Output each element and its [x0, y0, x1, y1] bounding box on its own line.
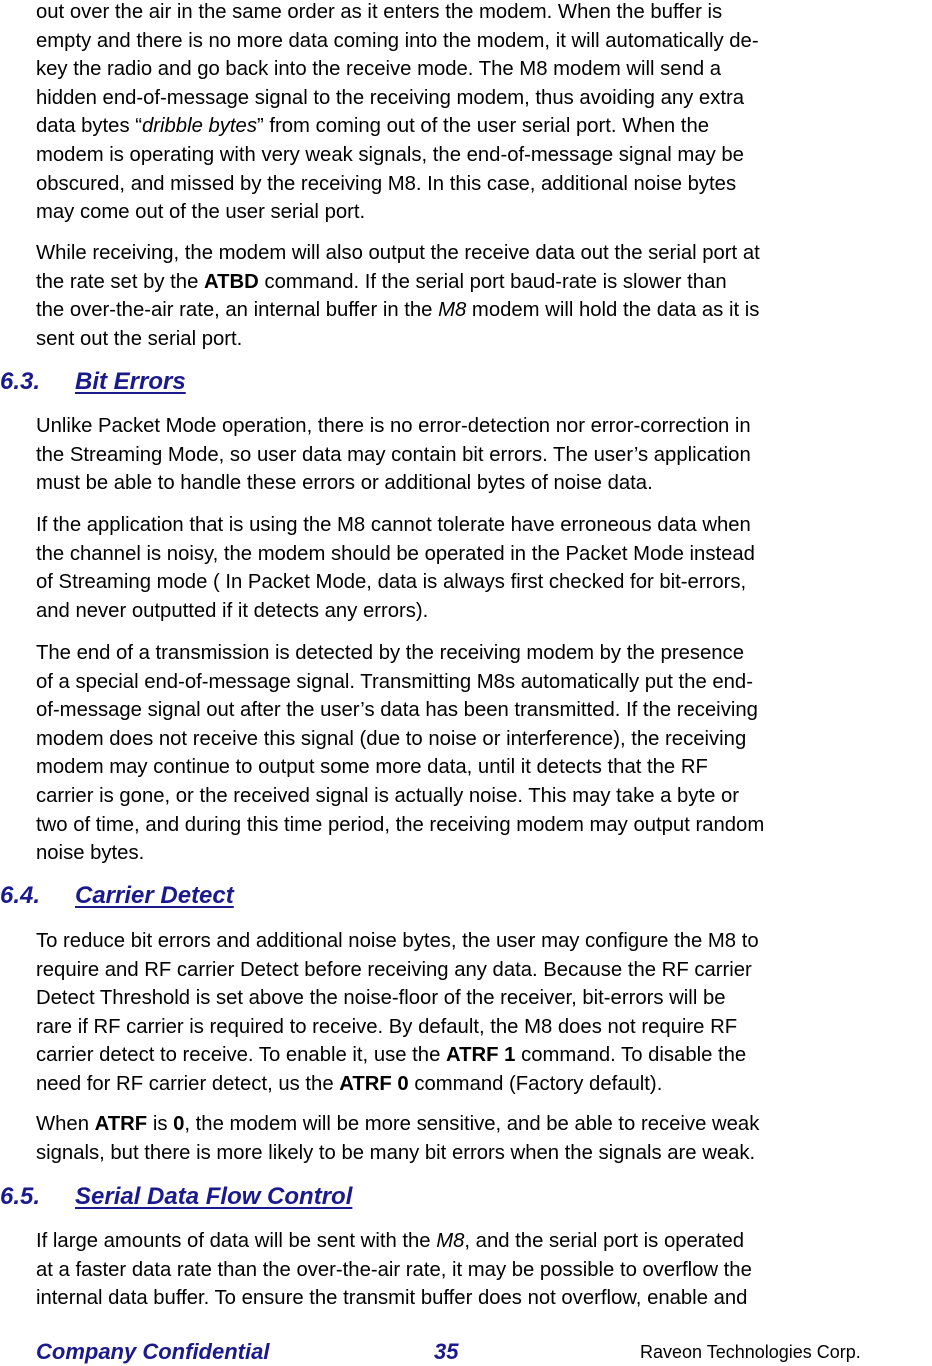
text-line: key the radio and go back into the receive mode. The M8 modem will send a	[36, 58, 722, 81]
paragraph-end-of-transmission	[36, 639, 932, 868]
section-number: 6.3.	[0, 368, 41, 395]
text-line: must be able to handle these errors or additional bytes of noise data.	[36, 472, 653, 495]
dribble-bytes-term: dribble bytes	[141, 115, 257, 138]
text-line: out over the air in the same order as it enters the modem. When the buffer is	[36, 1, 723, 23]
text-line: the Streaming Mode, so user data may contain bit errors. The user’s application	[36, 443, 751, 466]
text-line: the channel is noisy, the modem should be operated in the Packet Mode instead	[36, 542, 755, 565]
text-line: modem does not receive this signal (due to noise or interference), the receiving	[36, 727, 747, 750]
text-line: When ATRF is 0, the modem will be more sensitive, and be able to receive weak	[36, 1113, 760, 1135]
text-line: the rate set by the ATBD command. If the serial port baud-rate is slower than	[36, 270, 727, 293]
text-line: modem is operating with very weak signals, the end-of-message signal may be	[36, 143, 744, 166]
paragraph-packet-mode	[36, 511, 932, 625]
text-line: rare if RF carrier is required to receive. By default, the M8 does not require RF	[36, 1015, 738, 1038]
text-line: noise bytes.	[36, 842, 145, 865]
section-number: 6.4.	[0, 882, 41, 909]
text-line: Unlike Packet Mode operation, there is no error-detection nor error-correction in	[36, 415, 751, 437]
text-line: The end of a transmission is detected by the receiving modem by the presence	[36, 642, 744, 664]
text-line: data bytes “dribble bytes” from coming out of the user serial port. When the	[36, 115, 710, 138]
text-line: two of time, and during this time period, the receiving modem may output random	[36, 813, 765, 836]
section-title: Serial Data Flow Control	[75, 1183, 353, 1210]
text-line: of Streaming mode ( In Packet Mode, data is always first checked for bit-errors,	[36, 571, 747, 594]
m8-product-name: M8	[436, 1230, 465, 1252]
section-heading-flow-control	[0, 1182, 352, 1212]
page-number: 35	[434, 1339, 459, 1364]
company-name: Raveon Technologies Corp.	[640, 1342, 861, 1362]
text-line: empty and there is no more data coming into the modem, it will automatically de-	[36, 29, 759, 52]
text-line: of-message signal out after the user’s data has been transmitted. If the receiving	[36, 699, 758, 722]
text-line: at a faster data rate than the over-the-air rate, it may be possible to overflow the	[36, 1258, 752, 1281]
text-line: obscured, and missed by the receiving M8. In this case, additional noise bytes	[36, 172, 737, 195]
text-line: and never outputted if it detects any errors).	[36, 599, 429, 622]
section-title: Carrier Detect	[75, 882, 234, 909]
paragraph-streaming-errors	[36, 412, 932, 498]
zero-value: 0	[173, 1113, 185, 1135]
text-line: sent out the serial port.	[36, 327, 243, 350]
text-line: the over-the-air rate, an internal buffer in the M8 modem will hold the data as it is	[36, 299, 760, 322]
text-line: of a special end-of-message signal. Transmitting M8s automatically put the end-	[36, 670, 753, 693]
section-number: 6.5.	[0, 1183, 41, 1210]
paragraph-carrier-detect	[36, 927, 932, 1099]
text-line: While receiving, the modem will also output the receive data out the serial port at	[36, 242, 760, 264]
text-line: To reduce bit errors and additional noise bytes, the user may configure the M8 to	[36, 930, 759, 952]
text-line: carrier is gone, or the received signal is actually noise. This may take a byte or	[36, 784, 740, 807]
section-heading-bit-errors	[0, 367, 186, 397]
paragraph-buffer-output	[36, 0, 932, 227]
text-line: modem may continue to output some more data, until it detects that the RF	[36, 756, 708, 779]
confidential-label: Company Confidential	[36, 1339, 270, 1364]
atrf0-command: ATRF 0	[339, 1072, 409, 1095]
text-line: Detect Threshold is set above the noise-floor of the receiver, bit-errors will be	[36, 987, 726, 1010]
paragraph-receiving	[36, 239, 932, 353]
text-line: require and RF carrier Detect before receiving any data. Because the RF carrier	[36, 958, 752, 981]
text-line: carrier detect to receive. To enable it, use the ATRF 1 command. To disable the	[36, 1044, 747, 1067]
text-line: If the application that is using the M8 cannot tolerate have erroneous data when	[36, 514, 751, 536]
text-line: internal data buffer. To ensure the transmit buffer does not overflow, enable and	[36, 1287, 748, 1310]
atrf1-command: ATRF 1	[445, 1044, 516, 1067]
section-heading-carrier-detect	[0, 881, 234, 911]
m8-product-name: M8	[438, 299, 467, 322]
text-line: If large amounts of data will be sent with the M8, and the serial port is operated	[36, 1230, 745, 1252]
paragraph-atrf-zero	[36, 1110, 932, 1167]
atrf-command: ATRF	[94, 1113, 148, 1135]
paragraph-flow-control	[36, 1227, 932, 1313]
text-line: hidden end-of-message signal to the receiving modem, thus avoiding any extra	[36, 86, 745, 109]
text-line: may come out of the user serial port.	[36, 201, 366, 224]
text-line: need for RF carrier detect, us the ATRF 0 command (Factory default).	[36, 1072, 663, 1095]
text-line: signals, but there is more likely to be many bit errors when the signals are weak.	[36, 1141, 756, 1164]
section-title: Bit Errors	[75, 368, 186, 395]
atbd-command: ATBD	[203, 270, 259, 293]
page-footer	[0, 1338, 932, 1366]
